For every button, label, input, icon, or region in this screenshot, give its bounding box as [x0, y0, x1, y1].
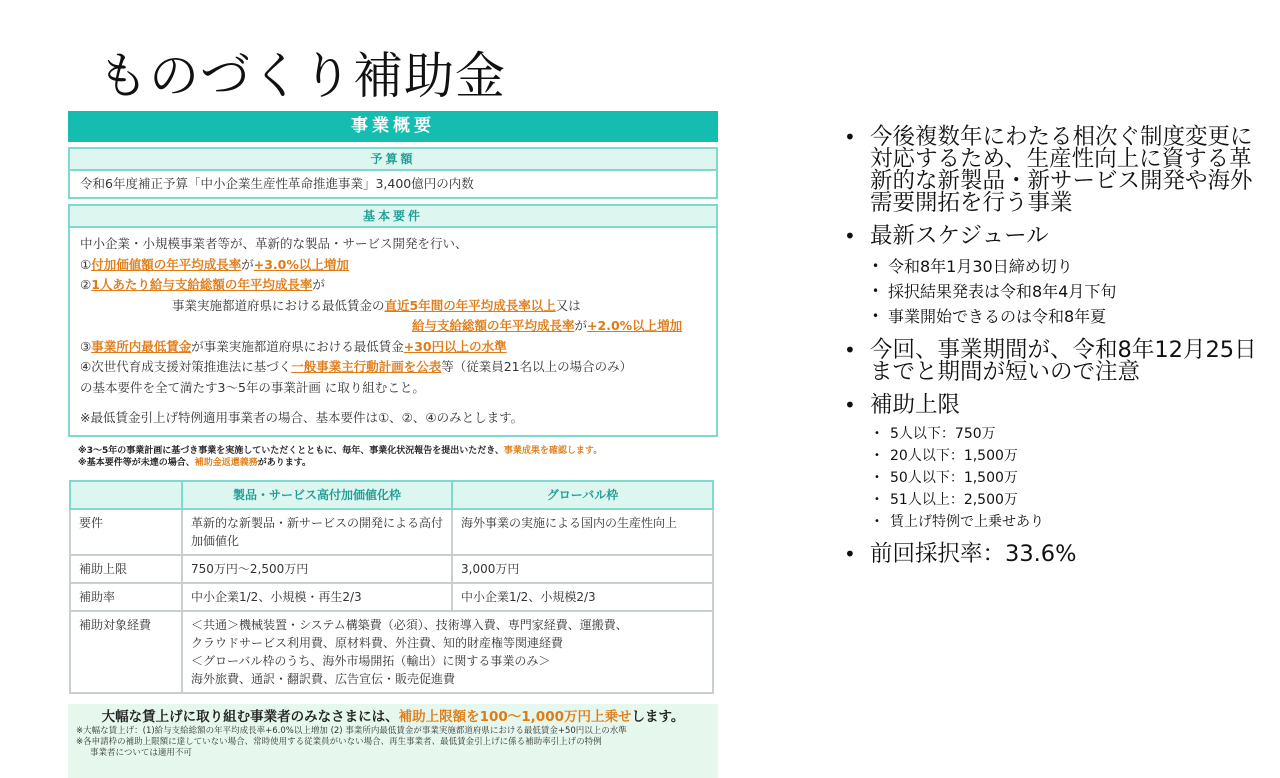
frame-table	[69, 480, 714, 694]
sub-bullet-item: • 51人以上：2,500万	[844, 489, 1264, 511]
basic-requirements-body	[70, 228, 716, 435]
sub-bullet-item: • 令和8年1月30日締め切り	[844, 254, 1264, 279]
req-2: ②1人あたり給与支給総額の年平均成長率が	[80, 277, 325, 292]
doc-header: 事業概要	[68, 111, 718, 142]
table-row	[70, 611, 713, 693]
table-cell: 750万円～2,500万円	[182, 555, 452, 583]
limit-list	[844, 423, 1264, 533]
bullet-list	[844, 126, 1264, 576]
req-note: ※最低賃金引上げ特例適用事業者の場合、基本要件は①、②、④のみとします。	[80, 410, 524, 425]
table-header: 製品・サービス高付加価値化枠	[182, 481, 452, 509]
sub-bullet-item: • 賃上げ特例で上乗せあり	[844, 511, 1264, 533]
req-intro: 中小企業・小規模事業者等が、革新的な製品・サービス開発を行い、	[80, 236, 468, 251]
req-4: ④次世代育成支援対策推進法に基づく一般事業主行動計画を公表等（従業員21名以上の場合のみ）	[80, 359, 633, 374]
row-label: 補助対象経費	[70, 611, 182, 693]
table-header-row	[70, 481, 713, 509]
bullet-item: • 最新スケジュール	[844, 225, 1264, 247]
table-cell: 3,000万円	[452, 555, 713, 583]
table-header	[70, 481, 182, 509]
banner-note: 事業者については適用不可	[90, 747, 192, 758]
note-2: ※基本要件等が未達の場合、補助金返還義務があります。	[78, 457, 312, 468]
basic-requirements-heading: 基本要件	[70, 206, 716, 228]
notes	[78, 445, 718, 469]
bullet-item: • 今回、事業期間が、令和8年12月25日までと期間が短いので注意	[844, 339, 1264, 383]
bullet-item: • 今後複数年にわたる相次ぐ制度変更に対応するため、生産性向上に資する革新的な新製品・新サービス開発や海外需要開拓を行う事業	[844, 126, 1264, 214]
basic-requirements-box	[68, 204, 718, 437]
table-cell: 海外事業の実施による国内の生産性向上	[452, 509, 713, 555]
row-label: 要件	[70, 509, 182, 555]
req-1: ①付加価値額の年平均成長率が+3.0%以上増加	[80, 256, 349, 272]
budget-heading: 予算額	[70, 149, 716, 171]
bullet-item: • 補助上限	[844, 394, 1264, 416]
req-2-detail-a: 事業実施都道府県における最低賃金の直近5年間の年平均成長率以上又は	[172, 297, 581, 313]
table-header: グローバル枠	[452, 481, 713, 509]
banner-note: ※大幅な賃上げ：(1)給与支給総額の年平均成長率+6.0%以上増加 (2) 事業所内最低賃金が事業実施都道府県における最低賃金+50円以上の水準	[76, 725, 627, 736]
budget-box	[68, 147, 718, 199]
sub-bullet-item: • 20人以下：1,500万	[844, 445, 1264, 467]
note-1: ※3～5年の事業計画に基づき事業を実施していただくとともに、毎年、事業化状況報告を提出いただき、事業成果を確認します。	[78, 445, 603, 456]
slide-title: ものづくり補助金	[98, 47, 506, 105]
sub-bullet-item: • 50人以下：1,500万	[844, 467, 1264, 489]
document-image	[68, 111, 718, 758]
budget-text: 令和6年度補正予算「中小企業生産性革命推進事業」3,400億円の内数	[80, 176, 474, 191]
banner-main: 大幅な賃上げに取り組む事業者のみなさまには、補助上限額を100～1,000万円上乗せします。	[101, 708, 685, 725]
expense-line: クラウドサービス利用費、原材料費、外注費、知的財産権等関連経費	[191, 635, 564, 650]
expense-cell	[182, 611, 713, 693]
sub-bullet-item: • 5人以下：750万	[844, 423, 1264, 445]
table-cell: 中小企業1/2、小規模2/3	[452, 583, 713, 611]
req-2-detail-b: 給与支給総額の年平均成長率が+2.0%以上増加	[412, 318, 683, 333]
table-cell: 革新的な新製品・新サービスの開発による高付加価値化	[182, 509, 452, 555]
table-cell: 中小企業1/2、小規模・再生2/3	[182, 583, 452, 611]
req-closing: の基本要件を全て満たす3～5年の事業計画 に取り組むこと。	[80, 379, 425, 395]
table-row	[70, 583, 713, 611]
row-label: 補助上限	[70, 555, 182, 583]
bullet-item: • 前回採択率：33.6%	[844, 543, 1264, 565]
expense-line: ＜共通＞機械装置・システム構築費（必須）、技術導入費、専門家経費、運搬費、	[191, 617, 628, 632]
expense-line: ＜グローバル枠のうち、海外市場開拓（輸出）に関する事業のみ＞	[191, 653, 551, 668]
req-3: ③事業所内最低賃金が事業実施都道府県における最低賃金+30円以上の水準	[80, 338, 507, 354]
row-label: 補助率	[70, 583, 182, 611]
sub-bullet-item: • 事業開始できるのは令和8年夏	[844, 304, 1264, 329]
sub-bullet-item: • 採択結果発表は令和8年4月下旬	[844, 279, 1264, 304]
table-row	[70, 555, 713, 583]
expense-line: 海外旅費、通訳・翻訳費、広告宣伝・販売促進費	[191, 671, 456, 686]
banner-note: ※各申請枠の補助上限額に達していない場合、常時使用する従業員がいない場合、再生事業者、最低賃金引上げに係る補助率引上げの特例	[76, 736, 602, 747]
spacer	[80, 398, 706, 408]
table-row	[70, 509, 713, 555]
schedule-list	[844, 254, 1264, 329]
wage-increase-banner	[68, 704, 718, 778]
